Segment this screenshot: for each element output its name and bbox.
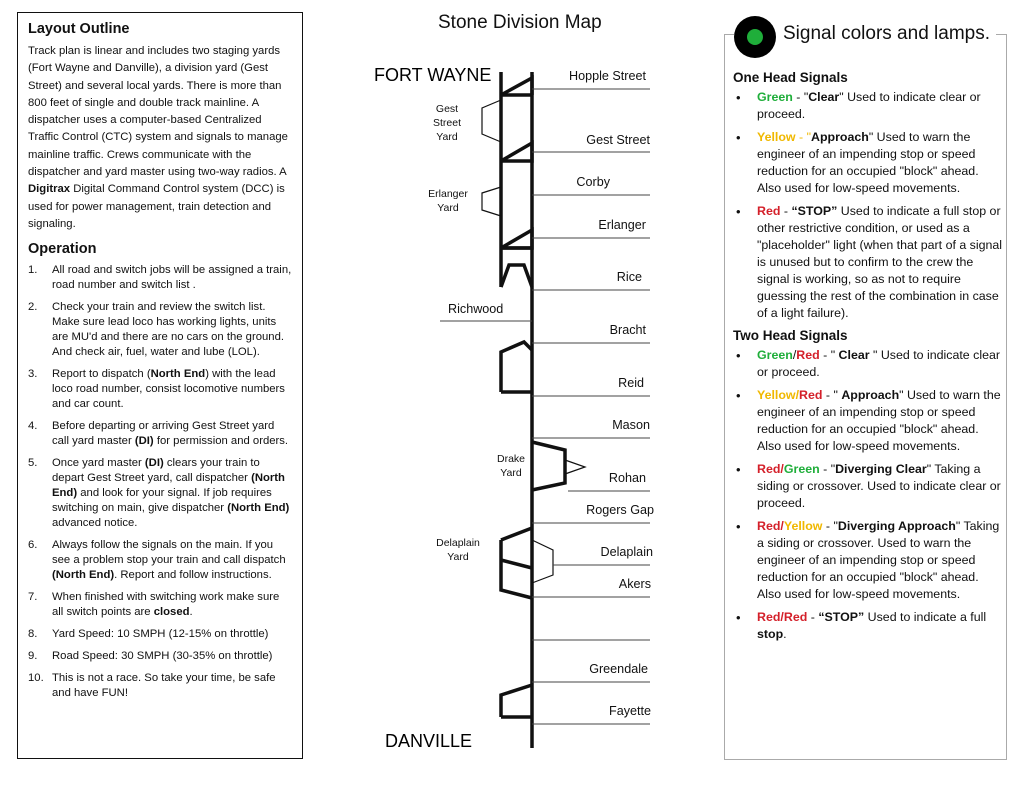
operation-emphasis: North End bbox=[150, 368, 206, 381]
operation-text: All road and switch jobs will be assigned a train, road number and switch list . bbox=[52, 264, 292, 292]
operation-item bbox=[28, 263, 292, 293]
operation-item-text bbox=[52, 627, 292, 642]
layout-outline-title: Layout Outline bbox=[28, 21, 130, 37]
operation-item-number: 3. bbox=[28, 368, 38, 381]
slash: / bbox=[780, 519, 784, 533]
operation-text: This is not a race. So take your time, be safe and have FUN! bbox=[52, 672, 276, 700]
yard-label-gest-2: Street bbox=[432, 117, 462, 129]
yard-label-drake-2: Yard bbox=[500, 467, 522, 479]
signal-name: Clear bbox=[838, 348, 870, 362]
station-rogers-gap: Rogers Gap bbox=[586, 503, 654, 517]
signal-name: “STOP” bbox=[791, 204, 838, 218]
signal-desc: " Used to indicate clear or proceed. bbox=[757, 348, 1000, 379]
layout-intro bbox=[28, 43, 292, 233]
operation-item bbox=[28, 590, 292, 620]
end-fort-wayne: FORT WAYNE bbox=[374, 65, 492, 85]
operation-text: Report to dispatch ( bbox=[52, 368, 151, 381]
operation-emphasis: (DI) bbox=[134, 435, 154, 448]
operation-text: ) with the lead loco road number, consist locomotive numbers and car count. bbox=[52, 368, 285, 411]
operation-text: . Report and follow instructions. bbox=[114, 569, 272, 582]
slash: / bbox=[795, 388, 800, 402]
station-rohan: Rohan bbox=[608, 471, 646, 485]
yard-label-erlanger-2: Yard bbox=[437, 202, 459, 214]
operation-item-number: 5. bbox=[28, 457, 38, 470]
map-title: Stone Division Map bbox=[438, 12, 602, 33]
yard-label-delaplain-1: Delaplain bbox=[436, 537, 480, 549]
operation-item-text bbox=[52, 590, 292, 620]
operation-item-number: 7. bbox=[28, 591, 38, 604]
operation-emphasis: closed bbox=[153, 606, 190, 619]
signals-title: Signal colors and lamps. bbox=[783, 23, 994, 45]
station-mason: Mason bbox=[612, 418, 650, 432]
operation-item-text bbox=[52, 367, 292, 412]
operation-emphasis: (North End) bbox=[52, 472, 285, 500]
station-bracht: Bracht bbox=[609, 323, 646, 337]
color-red: Red bbox=[796, 348, 820, 362]
signal-desc: " Used to warn the engineer of an impending stop or speed reduction for an occupied "block" ahead. Also used for low-speed movements. bbox=[757, 388, 1001, 453]
operation-text: for permission and orders. bbox=[153, 435, 289, 448]
operation-item-text bbox=[52, 538, 292, 583]
station-corby: Corby bbox=[576, 175, 610, 189]
operation-item bbox=[28, 627, 292, 642]
signal-yellow bbox=[733, 129, 1003, 197]
yard-label-drake-1: Drake bbox=[496, 453, 526, 465]
signal-desc: " Taking a siding or crossover. Used to indicate clear or proceed. bbox=[757, 462, 1001, 510]
signals-body bbox=[733, 70, 1003, 649]
sep: - " bbox=[822, 388, 842, 402]
delaplain-yard-tracks bbox=[532, 540, 553, 583]
drake-yard-tracks bbox=[565, 460, 585, 474]
operation-section bbox=[28, 241, 292, 701]
operation-item bbox=[28, 538, 292, 583]
station-richwood: Richwood bbox=[448, 302, 504, 316]
operation-text: Before departing or arriving Gest Street yard call yard master bbox=[52, 420, 275, 448]
erlanger-yard-tracks bbox=[482, 187, 501, 216]
operation-text: When finished with switching work make sure all switch points are bbox=[52, 591, 280, 619]
signal-desc: " Taking a siding or crossover. Used to warn the engineer of an impending stop or speed reduction for an occupied "block" ahead. Also used for low-speed movements. bbox=[757, 519, 1000, 601]
delaplain-lower bbox=[501, 540, 532, 598]
panel-top-border-right bbox=[996, 34, 1007, 35]
operation-item bbox=[28, 300, 292, 360]
panel-top-border-left bbox=[724, 34, 734, 35]
signal-desc: " Used to indicate clear or proceed. bbox=[757, 90, 981, 121]
operation-text: Road Speed: 30 SMPH (30-35% on throttle) bbox=[52, 650, 273, 663]
operation-item bbox=[28, 456, 292, 531]
signal-red-yellow bbox=[733, 518, 1003, 603]
delaplain-mid bbox=[501, 560, 532, 568]
signal-end: stop bbox=[757, 627, 784, 641]
operation-emphasis: (DI) bbox=[144, 457, 164, 470]
operation-item bbox=[28, 671, 292, 701]
operation-item-text bbox=[52, 263, 292, 293]
operation-item-text bbox=[52, 649, 292, 664]
station-greendale: Greendale bbox=[589, 662, 648, 676]
color-yellow: Yellow bbox=[783, 519, 823, 533]
sep: - " bbox=[819, 348, 839, 362]
color-green: Green bbox=[783, 462, 820, 476]
signal-name: Diverging Clear bbox=[835, 462, 927, 476]
color-yellow: Yellow bbox=[757, 130, 796, 144]
intro-text-1: Track plan is linear and includes two staging yards (Fort Wayne and Danville), a division yard (Gest Street) and several local yards. There is more than 800 feet of single and double track mainline. A dispatcher uses a computer-based Centralized Traffic Control (CTC) system and signals to manage mainline traffic. Crews communicate with the dispatcher and yard master using two-way radios. A bbox=[28, 45, 288, 179]
signal-green-red bbox=[733, 347, 1003, 381]
sep: - bbox=[780, 204, 792, 218]
operation-text: and look for your signal. If job requires switching on main, give dispatcher bbox=[52, 487, 272, 515]
one-head-title: One Head Signals bbox=[733, 70, 848, 85]
operation-item-number: 9. bbox=[28, 650, 38, 663]
station-reid: Reid bbox=[618, 376, 644, 390]
operation-text: Always follow the signals on the main. If you see a problem stop your train and call dispatch bbox=[52, 539, 286, 567]
siding-greendale bbox=[501, 685, 532, 717]
operation-item bbox=[28, 649, 292, 664]
slash: / bbox=[792, 348, 797, 362]
station-akers: Akers bbox=[618, 577, 651, 591]
intro-text-2: Digital Command Control system (DCC) is used for power management, train detection and signaling. bbox=[28, 183, 285, 230]
sep: - bbox=[807, 610, 819, 624]
signal-name: Clear bbox=[808, 90, 840, 104]
operation-item bbox=[28, 419, 292, 449]
end-danville: DANVILLE bbox=[385, 731, 473, 751]
signal-red bbox=[733, 203, 1003, 322]
color-red: Red bbox=[757, 519, 781, 533]
signal-red-green bbox=[733, 461, 1003, 512]
sep: - " bbox=[795, 130, 811, 144]
color-red: Red bbox=[799, 388, 823, 402]
station-erlanger: Erlanger bbox=[598, 218, 646, 232]
siding-bracht bbox=[501, 342, 532, 392]
signal-desc: " Used to warn the engineer of an impending stop or speed reduction for an occupied "block" ahead. Also used for low-speed movements. bbox=[757, 130, 979, 195]
operation-item-text bbox=[52, 671, 292, 701]
signal-desc: Used to indicate a full stop or other restrictive condition, or used as a "placeholder" light (when that part of a signal is unused but to confirm to the crew the signal is working, so as not to require guessing the rest of the combination in case of a light failure). bbox=[757, 204, 1003, 320]
signal-green bbox=[733, 89, 1003, 123]
color-green: Green bbox=[757, 348, 793, 362]
color-red: Red bbox=[757, 462, 781, 476]
intro-digitrax: Digitrax bbox=[28, 183, 71, 196]
color-yellow: Yellow bbox=[757, 388, 796, 402]
station-gest-street: Gest Street bbox=[586, 133, 650, 147]
yard-label-gest-3: Yard bbox=[436, 131, 458, 143]
yard-label-delaplain-2: Yard bbox=[447, 551, 469, 563]
signal-desc: Used to indicate a full bbox=[864, 610, 987, 624]
color-red: Red bbox=[757, 204, 781, 218]
operation-item-number: 1. bbox=[28, 264, 38, 277]
operation-item-number: 2. bbox=[28, 301, 38, 314]
sep: - " bbox=[792, 90, 809, 104]
signal-yellow-red bbox=[733, 387, 1003, 455]
signal-lamp-icon bbox=[734, 16, 776, 58]
operation-item-number: 10. bbox=[28, 672, 44, 685]
operation-item-number: 4. bbox=[28, 420, 38, 433]
operation-text: Check your train and review the switch list. Make sure lead loco has working lights, units are MU'd and there are no cars on the ground. And check air, fuel, water and lube (LOL). bbox=[52, 301, 284, 359]
signal-name: “STOP” bbox=[818, 610, 865, 624]
color-green: Green bbox=[757, 90, 793, 104]
operation-item-text bbox=[52, 419, 292, 449]
color-red: Red bbox=[783, 610, 808, 624]
operation-emphasis: (North End) bbox=[227, 502, 290, 515]
two-head-title: Two Head Signals bbox=[733, 328, 848, 343]
yard-label-erlanger-1: Erlanger bbox=[428, 188, 468, 200]
slash: / bbox=[780, 462, 784, 476]
signal-name: Approach bbox=[841, 388, 900, 402]
signal-name: Approach bbox=[811, 130, 869, 144]
operation-text: clears your train to depart Gest Street yard, call dispatcher bbox=[52, 457, 260, 485]
slash: / bbox=[780, 610, 784, 624]
color-red: Red bbox=[757, 610, 781, 624]
operation-text: . bbox=[189, 606, 193, 619]
operation-title: Operation bbox=[28, 241, 97, 258]
period: . bbox=[783, 627, 787, 641]
operation-item-text bbox=[52, 456, 292, 531]
operation-emphasis: (North End) bbox=[52, 569, 115, 582]
crossover-gest bbox=[501, 143, 532, 161]
station-fayette: Fayette bbox=[609, 704, 651, 718]
yard-label-gest-1: Gest bbox=[435, 103, 459, 115]
operation-item-text bbox=[52, 300, 292, 360]
station-delaplain: Delaplain bbox=[600, 545, 653, 559]
two-head-list bbox=[733, 347, 1003, 643]
drake-yard-lead bbox=[532, 442, 565, 490]
sep: - " bbox=[819, 462, 836, 476]
operation-item bbox=[28, 367, 292, 412]
station-hopple-street: Hopple Street bbox=[568, 69, 646, 83]
operation-text: Once yard master bbox=[52, 457, 145, 470]
signal-red-red bbox=[733, 609, 1003, 643]
green-lamp-icon bbox=[747, 29, 763, 45]
layout-outline-panel bbox=[17, 12, 303, 759]
signal-name: Diverging Approach bbox=[837, 519, 956, 533]
operation-list bbox=[28, 263, 292, 701]
operation-text: advanced notice. bbox=[52, 517, 138, 530]
delaplain-upper bbox=[501, 528, 532, 540]
one-head-list bbox=[733, 89, 1003, 322]
crossover-hopple bbox=[501, 78, 532, 95]
operation-item-number: 8. bbox=[28, 628, 38, 641]
sep: - " bbox=[822, 519, 838, 533]
operation-item-number: 6. bbox=[28, 539, 38, 552]
division-map bbox=[320, 0, 710, 788]
crossover-erlanger bbox=[501, 230, 532, 248]
operation-text: Yard Speed: 10 SMPH (12-15% on throttle) bbox=[52, 628, 269, 641]
siding-rice bbox=[501, 265, 532, 287]
gest-yard-tracks bbox=[482, 100, 501, 142]
station-rice: Rice bbox=[616, 270, 642, 284]
